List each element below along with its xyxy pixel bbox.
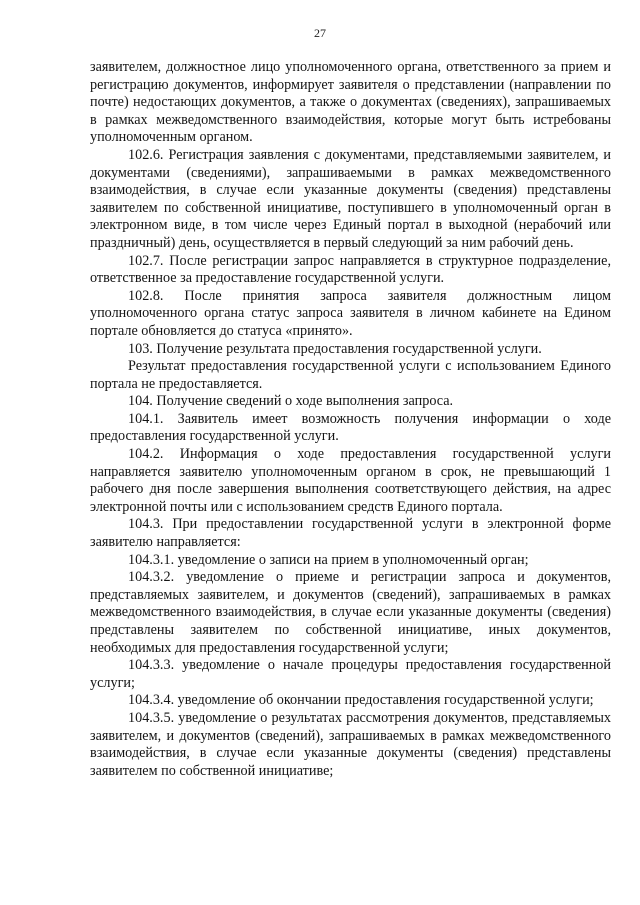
paragraph-104-3-3: 104.3.3. уведомление о начале процедуры предоставления государственной услуги; xyxy=(90,657,611,691)
paragraph-103: 103. Получение результата предоставления государственной услуги. xyxy=(128,340,542,357)
paragraph-104-1: 104.1. Заявитель имеет возможность получения информации о ходе предоставления государственной услуги. xyxy=(90,410,611,445)
body-text xyxy=(90,59,611,780)
paragraph-102-8: 102.8. После принятия запроса заявителя должностным лицом уполномоченного органа статус запроса заявителя в личном кабинете на Едином портале обновляется до статуса «принято». xyxy=(90,287,611,339)
paragraph-104-2: 104.2. Информация о ходе предоставления государственной услуги направляется заявителю уполномоченным органом в срок, не превышающий 1 рабочего дня после завершения выполнения соответствующего действия, на адрес электронной почты или с использованием средств Единого портала. xyxy=(90,446,611,515)
paragraph-104-3-5: 104.3.5. уведомление о результатах рассмотрения документов, представляемых заявителем, и документов (сведений), запрашиваемых в рамках межведомственного взаимодействия, в случае если указанные документы (сведения) представлены заявителем по собственной инициативе; xyxy=(90,709,611,779)
paragraph-104: 104. Получение сведений о ходе выполнения запроса. xyxy=(128,393,454,410)
paragraph-102-6: 102.6. Регистрация заявления с документами, представляемыми заявителем, и документами (сведениями), запрашиваемыми в рамках межведомственного взаимодействия, в случае если указанные документы (сведения) представлены заявителем по собственной инициативе, поступившего в уполномоченный орган в электронном виде, в том числе через Единый портал в выходной (нерабочий или праздничный) день, осуществляется в первый следующий за ним рабочий день. xyxy=(90,146,611,251)
paragraph-104-3-2: 104.3.2. уведомление о приеме и регистрации запроса и документов, представляемых заявителем, и документов (сведений), запрашиваемых в рамках межведомственного взаимодействия, в случае если указанные документы (сведения) представлены заявителем по собственной инициативе, иных документов, необходимых для предоставления государственной услуги; xyxy=(90,569,611,656)
paragraph-102-7: 102.7. После регистрации запрос направляется в структурное подразделение, ответственное за предоставление государственной услуги. xyxy=(90,252,611,287)
paragraph-104-3-1: 104.3.1. уведомление о записи на прием в уполномоченный орган; xyxy=(128,551,529,568)
paragraph-104-3: 104.3. При предоставлении государственной услуги в электронной форме заявителю направляется: xyxy=(90,516,611,551)
paragraph-104-3-4: 104.3.4. уведомление об окончании предоставления государственной услуги; xyxy=(128,692,594,709)
paragraph-continuation: заявителем, должностное лицо уполномоченного органа, ответственного за прием и регистрацию документов, информирует заявителя о представлении (направлении по почте) недостающих документов, а также о документах (сведениях), запрашиваемых в рамках межведомственного взаимодействия, которые могут быть истребованы уполномоченным органом. xyxy=(90,59,611,146)
paragraph-103-result: Результат предоставления государственной услуги с использованием Единого портала не предоставляется. xyxy=(90,358,611,392)
page-number: 27 xyxy=(314,26,326,40)
